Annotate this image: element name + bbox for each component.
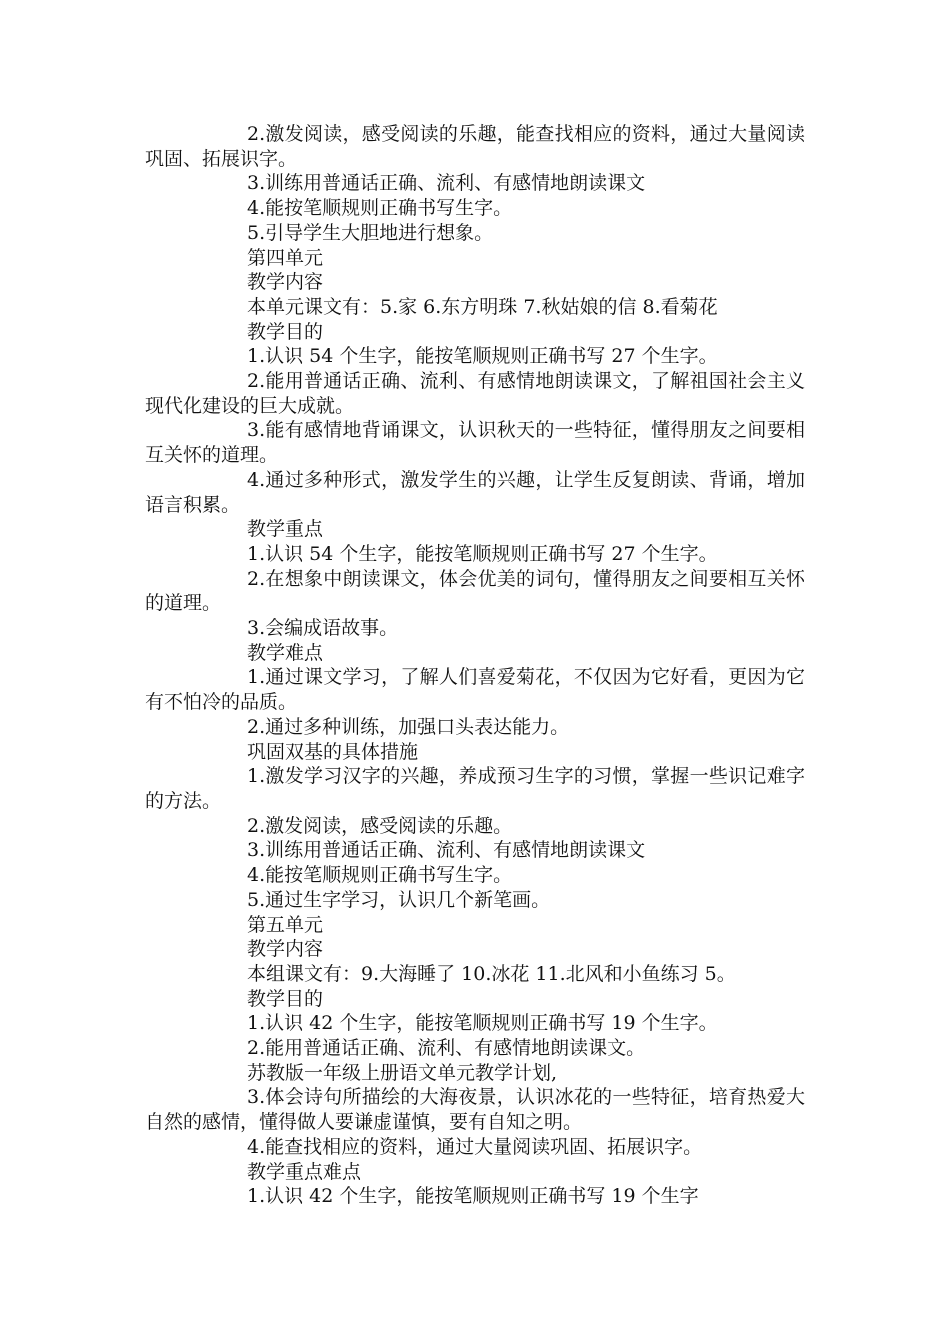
paragraph: 4.能按笔顺规则正确书写生字。 <box>247 197 513 220</box>
paragraph: 2.能用普通话正确、流利、有感情地朗读课文。 <box>247 1037 646 1060</box>
paragraph: 5.引导学生大胆地进行想象。 <box>247 221 494 244</box>
paragraph: 本组课文有：9.大海睡了 10.冰花 11.北风和小鱼练习 5。 <box>247 962 736 985</box>
subheading: 巩固双基的具体措施 <box>247 740 419 763</box>
section-heading: 第四单元 <box>247 246 324 269</box>
subheading: 教学难点 <box>247 641 324 664</box>
paragraph: 2.通过多种训练，加强口头表达能力。 <box>247 715 570 738</box>
paragraph: 3.训练用普通话正确、流利、有感情地朗读课文 <box>247 839 646 862</box>
paragraph: 3.能有感情地背诵课文，认识秋天的一些特征，懂得朋友之间要相互关怀的道理。 <box>145 419 805 467</box>
subheading: 教学内容 <box>247 938 324 961</box>
document-body <box>145 122 805 1209</box>
paragraph: 4.能按笔顺规则正确书写生字。 <box>247 864 513 887</box>
paragraph: 3.体会诗句所描绘的大海夜景，认识冰花的一些特征，培育热爱大自然的感情，懂得做人要谦虚谨慎，要有自知之明。 <box>145 1086 805 1134</box>
paragraph: 本单元课文有：5.家 6.东方明珠 7.秋姑娘的信 8.看菊花 <box>247 295 718 318</box>
paragraph: 1.认识 42 个生字，能按笔顺规则正确书写 19 个生字。 <box>247 1012 718 1035</box>
subheading: 教学重点难点 <box>247 1160 362 1183</box>
paragraph: 1.认识 54 个生字，能按笔顺规则正确书写 27 个生字。 <box>247 345 718 368</box>
paragraph: 2.激发阅读，感受阅读的乐趣，能查找相应的资料，通过大量阅读巩固、拓展识字。 <box>145 123 805 170</box>
paragraph: 3.训练用普通话正确、流利、有感情地朗读课文 <box>247 172 646 195</box>
section-heading: 第五单元 <box>247 913 324 936</box>
subheading: 教学目的 <box>247 320 324 343</box>
paragraph: 4.能查找相应的资料，通过大量阅读巩固、拓展识字。 <box>247 1135 703 1158</box>
paragraph: 1.认识 42 个生字，能按笔顺规则正确书写 19 个生字 <box>247 1185 699 1208</box>
paragraph: 2.在想象中朗读课文，体会优美的词句，懂得朋友之间要相互关怀的道理。 <box>145 567 805 615</box>
subheading: 教学目的 <box>247 987 324 1010</box>
subheading: 教学重点 <box>247 518 324 541</box>
subheading: 教学内容 <box>247 271 324 294</box>
paragraph: 1.认识 54 个生字，能按笔顺规则正确书写 27 个生字。 <box>247 542 718 565</box>
paragraph: 1.通过课文学习，了解人们喜爱菊花，不仅因为它好看，更因为它有不怕冷的品质。 <box>145 666 805 714</box>
paragraph: 1.激发学习汉字的兴趣，养成预习生字的习惯，掌握一些识记难字的方法。 <box>145 765 805 812</box>
paragraph: 2.激发阅读，感受阅读的乐趣。 <box>247 814 513 837</box>
paragraph: 3.会编成语故事。 <box>247 617 399 640</box>
paragraph: 2.能用普通话正确、流利、有感情地朗读课文，了解祖国社会主义现代化建设的巨大成就。 <box>145 370 805 417</box>
paragraph: 4.通过多种形式，激发学生的兴趣，让学生反复朗读、背诵，增加语言积累。 <box>145 468 805 516</box>
paragraph: 苏教版一年级上册语文单元教学计划, <box>247 1061 558 1084</box>
paragraph: 5.通过生字学习，认识几个新笔画。 <box>247 888 551 911</box>
